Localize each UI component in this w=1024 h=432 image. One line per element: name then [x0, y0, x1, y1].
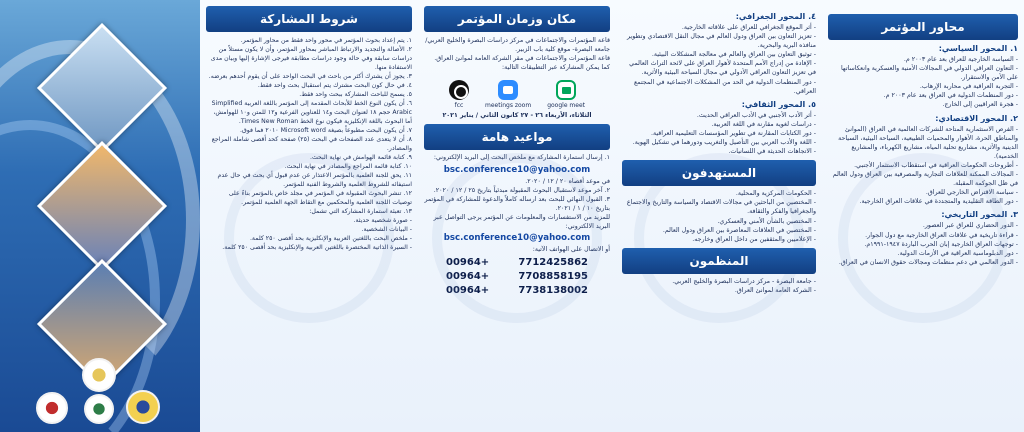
app-google-meet[interactable] — [547, 80, 585, 109]
fcc-icon — [449, 80, 469, 100]
watermark-emblem — [432, 153, 602, 323]
app-zoom[interactable] — [485, 80, 531, 109]
conditions-title: شروط المشاركة — [206, 6, 412, 32]
economic-axis-body: - الفرص الاستثمارية المتاحة للشركات العالمية في العراق (الموانئ والمناطق الحرة، الأهوار والمحميات الطبيعية، السياحة البيئية، السياحة الدينية والأثرية، مشاريع تحلية المياه، مشاريع الكهرباء، والمشاريع الخدمية). - أطروحات الحكومات العراقية في استقطاب الاستثمار الأجنبي. - المجالات الممكنة للعلاقات التجارية والمصرفية بين العراق ودول العالم في ظل الجوكمة المقبلة. - سياسة الاقتراض الخارجي للعراق. - دور الطاقة التقليدية والمتجددة في علاقات العراق الخارجية. — [832, 125, 1018, 206]
logo-emblem — [36, 392, 68, 424]
organizers-title: المنظمون — [622, 248, 816, 274]
email-link[interactable]: bsc.conference10@yahoo.com — [443, 164, 591, 175]
watermark-emblem — [224, 153, 394, 323]
history-axis-body: - الدور الحضاري للعراق عبر العصور. - قراءة تاريخية في علاقات العراق الخارجية مع دول الجوار. - توجهات العراق الخارجية إبان الحرب الباردة ١٩٤٧-١٩٩١م. - دور الدبلوماسية العراقية في الأزمات الدولية. - الدور العالمي في دعم منظمات ومجالات حقوق الانسان في العراق. — [838, 222, 1018, 266]
logo-emblem — [84, 394, 114, 424]
history-axis-title: ٣. المحور التاريخي: — [941, 210, 1018, 220]
app-fcc[interactable] — [449, 80, 469, 109]
panel-axes-continued — [616, 0, 822, 432]
app-label: fcc — [454, 102, 464, 110]
app-label: google meet — [547, 102, 586, 110]
phone-number: 7738138002 — [518, 285, 588, 297]
conditions-body: ١. يتم إعداد بحوث المؤتمر في محور واحد فقط من محاور المؤتمر. ٢. الأصالة والتجديد والارتباط المباشر بمحاور المؤتمر، وأن لا يكون مستلاً من دراسات سابقة وفي حالة وجود دراسات مطابقة فيرجى الإشارة إليها وبيان مدى الاستفادة منها. ٣. يجوز أن يشترك أكثر من باحث في البحث الواحد على أن يقوم أحدهم بعرضه. ٤. في حال كون البحث مشترك يتم استقبال بحث واحد فقط. ٥. يسمح للباحث المشاركة ببحث واحد فقط. ٦. أن يكون النوع الخط للأبحاث المقدمة إلى المؤتمر باللغة العربية Simplified Arabic حجم ١٨ لعنوان البحث و١٤ للعناوين الفرعية و١٢ للمتن و١٠ للهوامش، أما البحوث باللغة الإنكليزية فيكون نوع الخط Times New Roman. ٧. أن يكون البحث مطبوعاً بصيغة Microsoft word ٢٠١٠ فما فوق. ٨. أن لا يتعدى عدد الصفحات في البحث (٢٥) صفحة كحد أقصى شاملة المراجع والمصادر. ٩. كتابة قائمة الهوامش في نهاية البحث. ١٠. كتابة قائمة المراجع والمصادر في نهاية البحث. ١١. يحق للجنة العلمية بالمؤتمر الاعتذار عن عدم قبول أي بحث في حال عدم استيفائه للشروط العلمية والشروط الفنية للمؤتمر. ١٢. تنشر البحوث المقبولة في المؤتمر في مجلد خاص بالمؤتمر بناءً على توصيات اللجنة العلمية والمحكمين مع التقاط الجهة العلمية للمؤتمر. ١٣. تعبئة استمارة المشاركة التي تشمل: - صورة شخصية حديثة. - البيانات الشخصية. - ملخص البحث باللغتين العربية والإنكليزية بحد أقصى ٢٥٠ كلمة. - السيرة الذاتية المختصرة باللغتين العربية والإنكليزية بحد أقصى ٢٥٠ كلمة. — [208, 37, 412, 251]
dates-body: ١. إرسال استمارة المشاركة مع ملخص البحث إلى البريد الإلكتروني: — [433, 154, 610, 162]
geo-axis-title: ٤. المحور الجغرافي: — [735, 12, 816, 21]
political-axis-title: ١. المحور السياسي: — [938, 44, 1018, 53]
phone-code: 00964+ — [446, 257, 490, 269]
geo-axis-body: - أثر الموقع الجغرافي للعراق على علاقاته الخارجية. - تعزيز التعاون بين العراق ودول العالم في مجال النقل الاقتصادي وتطوير منافذه البرية والبحرية. - توثيق التعاون بين العراق والعالم في معالجة المشكلات البيئية. - الإفادة من إدراج الأمم المتحدة لأهوار العراق على لائحة التراث العالمي في تعزيز التعاون العراقي الأدولي في مجال السياحة البيئية والأثرية. - دور المنظمات الدولية في الحد من المشكلات الاجتماعية في المجتمع العراقي. — [627, 24, 816, 95]
logo-emblem — [82, 358, 116, 392]
watermark-emblem — [838, 153, 1008, 323]
venue-body: قاعة المؤتمرات والاجتماعات في مركز دراسات البصرة والخليج العربي/جامعة البصرة- موقع كلية باب الزبير. قاعة المؤتمرات والاجتماعات في مقر الشركة العامة لموانئ العراق. كما يمكن المشاركة عبر التطبيقات التالية: — [425, 37, 610, 72]
culture-axis-title: ٥. المحور الثقافي: — [741, 99, 816, 109]
venue-title: مكان وزمان المؤتمر — [424, 6, 610, 32]
axes-title: محاور المؤتمر — [828, 14, 1018, 40]
culture-axis-body: - أثر الأدب الأجنبي في الأدب العراقي الحديث. - دراسات لغوية مقارنة في اللغة العربية. - دور الكتابات المقارنة في تطوير المؤسسات التعليمية العراقية. - اللغة والأدب العربي بين التأصيل والتغريب ودورهما في تشكيل الهوية. - الاتجاهات الحديثة في اللسانيات. — [632, 111, 816, 156]
google-meet-icon — [556, 80, 576, 100]
target-body: - الحكومات المركزية والمحلية. - المختصين من الباحثين في مجالات الاقتصاد والسياسة والتاريخ والاجتماع والجغرافيا والفكر والثقافة. - المختصين بالشأن الأمني والعسكري. - المختصين في العلاقات المعاصرة بين العراق ودول العالم. - الإعلاميين والمثقفين من داخل العراق وخارجه. — [626, 190, 816, 243]
panel-conditions — [200, 0, 418, 432]
email-link-2[interactable]: bsc.conference10@yahoo.com — [443, 233, 591, 244]
organizers-body: - جامعة البصرة - مركز دراسات البصرة والخليج العربي. - الشركة العامة لموانئ العراق. — [672, 277, 816, 294]
panel-axes — [822, 0, 1024, 432]
apps-row — [424, 80, 610, 109]
conference-date: الثلاثاء، الأربعاء ٢٦ - ٢٧ كانون الثاني / يناير ٢٠٢١ — [442, 112, 592, 120]
phone-number: 7712425862 — [518, 257, 588, 269]
economic-axis-title: ٢. المحور الاقتصادي: — [935, 113, 1018, 123]
decorative-strip — [0, 0, 200, 432]
phone-number: 7708858195 — [518, 271, 588, 283]
phone-code: 00964+ — [446, 271, 490, 283]
phones-label: أو الاتصال على الهواتف الآتية: — [532, 246, 610, 254]
phone-code: 00964+ — [446, 285, 490, 297]
zoom-icon — [498, 80, 518, 100]
panel-venue — [418, 0, 616, 432]
dates-title: مواعيد هامة — [424, 124, 610, 150]
logo-emblem — [126, 390, 160, 424]
political-axis-body: - السياسة الخارجية للعراق بعد عام ٢٠٠٣ م. - التعاون العراقي الدولي في المجالات الأمنية والعسكرية وانعكاساتها على الأمن والاستقرار. - التجربة العراقية في محاربة الإرهاب. - دور المنظمات الدولية في العراق بعد عام ٢٠٠٣ م. - هجرة العراقيين إلى الخارج. — [841, 56, 1018, 109]
logo-row — [30, 358, 170, 428]
target-title: المستهدفون — [622, 160, 816, 186]
deadlines-body: في موعد أقصاه ٢٠ / ١٢ / ٢٠٢٠. ٢. آخر موعد لاستقبال البحوث المقبولة مبدئياً بتاريخ ٢٥ / ١٢ / ٢٠٢٠. ٣. القبول النهائي للبحث بعد ارساله كاملاً والدعوة للمشاركة في المؤتمر بتاريخ ١٠ / ١ / ٢٠٢١. للمزيد من الاستفسارات والمعلومات عن المؤتمر يرجى التواصل عبر البريد الالكتروني: — [424, 177, 610, 231]
app-label: meetings zoom — [484, 102, 532, 110]
